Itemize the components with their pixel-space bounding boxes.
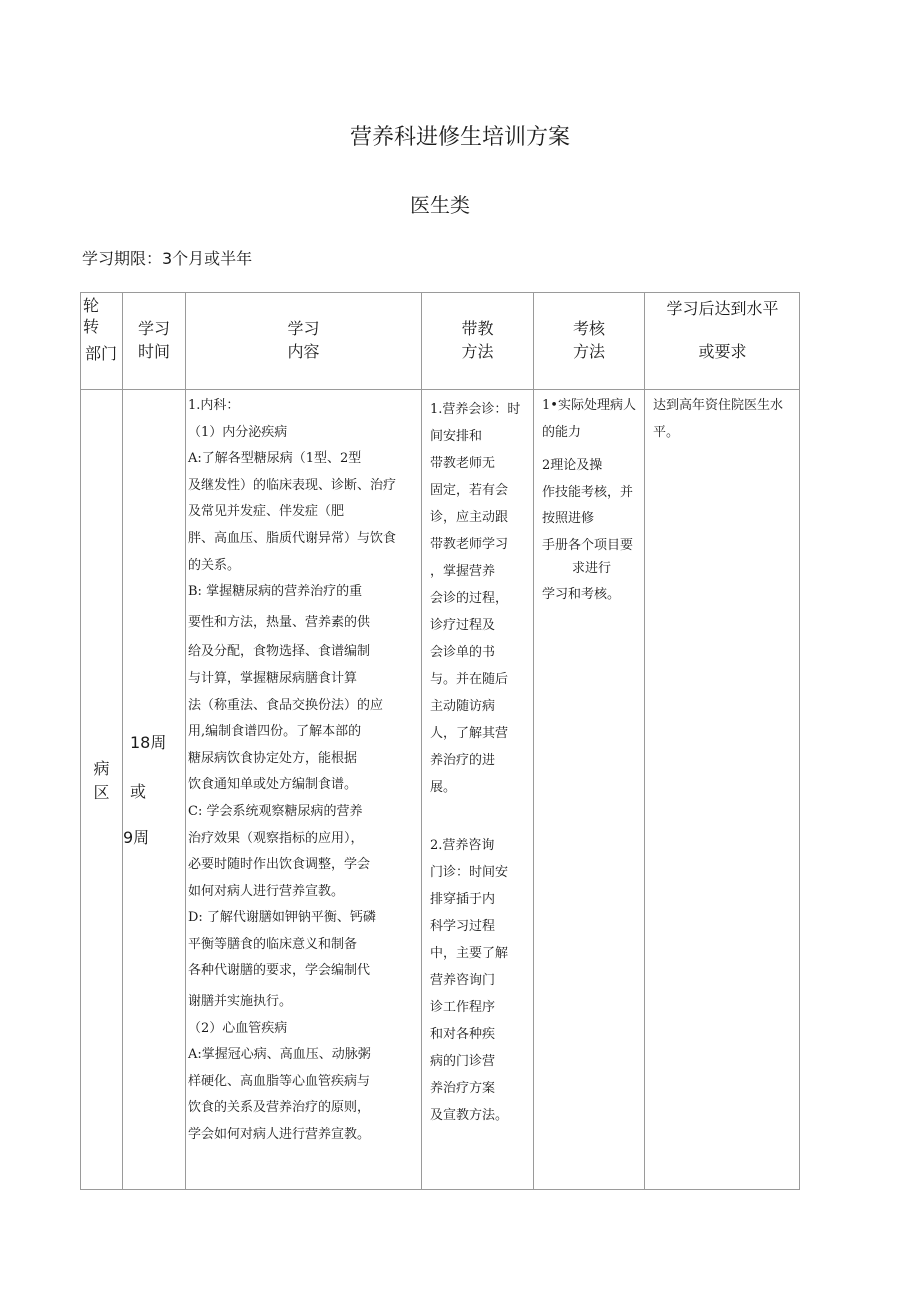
content-line: 谢膳并实施执行。 [188,994,293,1010]
content-line: 用,编制食谱四份。了解本部的 [188,724,362,740]
method-line: 人，了解其营 [430,726,509,741]
method-line: 固定，若有会 [430,483,509,498]
content-line: 的关系。 [188,557,241,573]
method-line: 与。并在随后 [430,672,509,687]
content-line: 及常见并发症、伴发症（肥 [188,504,345,520]
method-line: 病的门诊营 [430,1054,496,1069]
method-line: 养治疗方案 [430,1081,496,1096]
content-line: B: 掌握糖尿病的营养治疗的重 [188,584,363,600]
method-line: 会诊单的书 [430,645,496,660]
header-method [422,317,533,363]
header-time-line: 学习 [137,319,170,338]
method-line: 诊，应主动跟 [430,510,509,525]
content-line: 胖、高血压、脂质代谢异常）与饮食 [188,530,397,546]
time-line: 或 [130,782,147,801]
header-assess [534,317,644,363]
content-line: 与计算，掌握糖尿病膳食计算 [188,670,358,686]
column-divider [533,293,534,1189]
header-assess-line: 方法 [572,342,605,361]
column-divider [122,293,123,1189]
content-line: A:了解各型糖尿病（1型、2型 [188,451,362,467]
study-period: 学习期限：3个月或半年 [82,249,253,268]
header-time [123,317,185,363]
time-line: 9周 [123,828,150,847]
method-line: 带教老师学习 [430,537,509,552]
content-line: 平衡等膳食的临床意义和制备 [188,936,358,952]
training-table [80,292,800,1190]
document-subtitle: 医生类 [410,193,470,217]
assess-line: 作技能考核，并 [542,484,634,500]
method-line: 展。 [430,780,457,795]
content-line: 必要时随时作出饮食调整，学会 [188,857,371,873]
content-line: 如何对病人进行营养宣教。 [188,883,345,899]
method-line [430,801,530,828]
goal-line: 平。 [653,424,680,440]
header-dept-line: 转 [83,317,100,336]
assess-cell [542,393,642,609]
method-line: 中，主要了解 [430,946,509,961]
header-content-line: 内容 [287,342,320,361]
content-line: D: 了解代谢膳如钾钠平衡、钙磷 [188,910,376,926]
dept-line: 区 [93,783,110,802]
header-time-line: 时间 [137,342,170,361]
content-line: 样硬化、高血脂等心血管疾病与 [188,1073,371,1089]
assess-line: 1•实际处理病人 [542,398,636,413]
method-line: 2.营养咨询 [430,838,495,853]
content-line: 法（称重法、食品交换份法）的应 [188,697,384,713]
header-dept-line: 部门 [85,344,118,363]
content-cell [188,393,418,1149]
method-line: 养治疗的进 [430,753,496,768]
content-line: 学会如何对病人进行营养宣教。 [188,1127,371,1143]
content-line: C: 学会系统观察糖尿病的营养 [188,803,363,819]
content-line: 饮食通知单或处方编制食谱。 [188,777,358,793]
header-content-line: 学习 [287,319,320,338]
time-line: 18周 [130,733,167,752]
method-line: 1.营养会诊：时 [430,402,521,417]
method-line: 排穿插于内 [430,892,496,907]
header-method-line: 带教 [461,319,494,338]
header-goal-line: 学习后达到水平 [666,299,779,318]
dept-line: 病 [93,759,110,778]
method-line: ，掌握营养 [430,564,496,579]
content-line: 糖尿病饮食协定处方，能根据 [188,750,358,766]
content-line: 1.内科： [188,398,240,413]
column-divider [644,293,645,1189]
header-assess-line: 考核 [572,319,605,338]
assess-line: 的能力 [542,424,582,440]
goal-cell [653,393,798,446]
dept-cell [81,757,122,805]
assess-line: 按照进修 [542,511,595,527]
assess-line: 2理论及操 [542,458,603,474]
method-line: 带教老师无 [430,456,496,471]
method-line: 和对各种疾 [430,1027,496,1042]
row-divider [81,389,799,390]
content-line: 要性和方法，热量、营养素的供 [188,614,371,630]
method-line: 诊疗过程及 [430,618,496,633]
method-line: 及宣教方法。 [430,1108,509,1123]
header-method-line: 方法 [461,342,494,361]
header-dept-line: 轮 [83,296,100,315]
assess-line: 求进行 [572,560,612,576]
assess-line: 手册各个项目要 [542,537,634,553]
column-divider [185,293,186,1189]
assess-line: 学习和考核。 [542,587,621,603]
column-divider [421,293,422,1189]
content-line: 给及分配，食物选择、食谱编制 [188,644,371,660]
goal-line: 达到高年资住院医生水 [653,398,784,413]
header-goal-line: 或要求 [698,342,747,361]
method-line: 间安排和 [430,429,483,444]
content-line: A:掌握冠心病、高血压、动脉粥 [188,1047,371,1063]
method-line: 会诊的过程， [430,591,509,606]
content-line: 治疗效果（观察指标的应用）， [188,830,364,846]
method-line: 主动随访病 [430,699,496,714]
method-line: 门诊：时间安 [430,865,509,880]
content-line: 及继发性）的临床表现、诊断、治疗 [188,477,397,493]
method-line: 诊工作程序 [430,1000,496,1015]
content-line: （2）心血管疾病 [188,1020,288,1036]
header-goal [645,297,800,363]
document-title: 营养科进修生培训方案 [349,125,570,150]
content-line: （1）内分泌疾病 [188,424,288,440]
content-line: 各种代谢膳的要求，学会编制代 [188,963,371,979]
method-line: 营养咨询门 [430,973,496,988]
content-line: 饮食的关系及营养治疗的原则， [188,1100,371,1116]
method-line: 科学习过程 [430,919,496,934]
method-cell [430,396,530,1129]
header-content [186,317,421,363]
